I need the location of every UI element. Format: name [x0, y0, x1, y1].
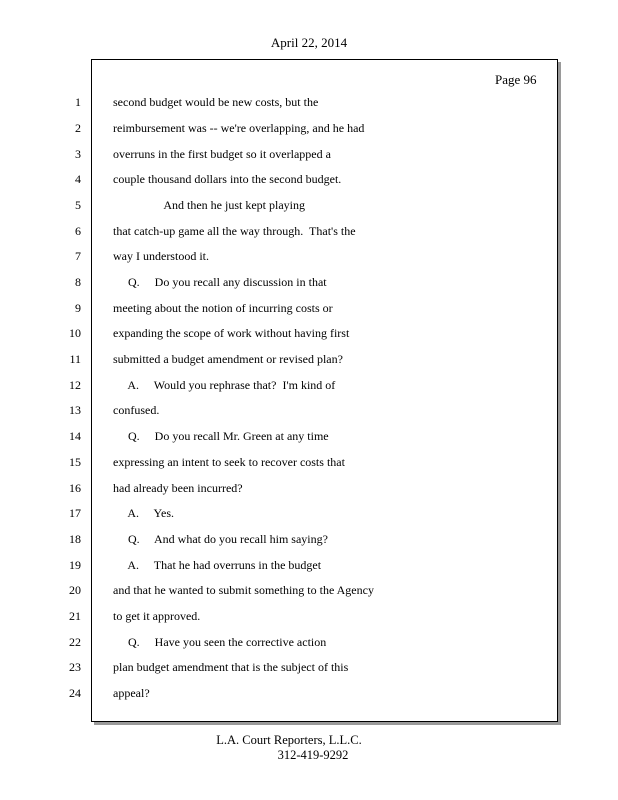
line-number: 4 — [75, 172, 81, 186]
line-number: 1 — [75, 95, 81, 109]
line-number: 9 — [75, 301, 81, 315]
line-number: 6 — [75, 224, 81, 238]
line-number: 20 — [69, 583, 81, 597]
header-date: April 22, 2014 — [270, 35, 348, 50]
line-number: 8 — [75, 275, 81, 289]
line-number: 3 — [75, 147, 81, 161]
line-text: plan budget amendment that is the subject of this — [113, 660, 349, 674]
line-text: A. Yes. — [113, 506, 175, 520]
line-number: 18 — [69, 532, 81, 546]
line-text: and that he wanted to submit something to the Agency — [113, 583, 374, 597]
line-number: 14 — [69, 429, 81, 443]
footer-company: L.A. Court Reporters, L.L.C. — [216, 733, 362, 747]
line-text: submitted a budget amendment or revised plan? — [113, 352, 343, 366]
footer-phone: 312-419-9292 — [277, 748, 349, 762]
line-text: to get it approved. — [113, 609, 201, 623]
line-text: that catch-up game all the way through. That's the — [113, 224, 356, 238]
line-text: And then he just kept playing — [113, 198, 305, 212]
line-number: 7 — [75, 249, 81, 263]
line-text: reimbursement was -- we're overlapping, and he had — [113, 121, 365, 135]
line-number: 16 — [69, 481, 81, 495]
line-number: 17 — [69, 506, 81, 520]
line-number: 23 — [69, 660, 81, 674]
line-text: second budget would be new costs, but the — [113, 95, 319, 109]
line-number: 15 — [69, 455, 81, 469]
line-number: 5 — [75, 198, 81, 212]
line-number: 19 — [69, 558, 81, 572]
line-text: A. That he had overruns in the budget — [113, 558, 322, 572]
line-number: 2 — [75, 121, 81, 135]
line-text: Q. Do you recall Mr. Green at any time — [113, 429, 329, 443]
line-text: way I understood it. — [113, 249, 209, 263]
line-number: 21 — [69, 609, 81, 623]
line-text: A. Would you rephrase that? I'm kind of — [113, 378, 336, 392]
page-number: Page 96 — [495, 72, 537, 87]
line-number: 12 — [69, 378, 81, 392]
line-text: couple thousand dollars into the second budget. — [113, 172, 342, 186]
line-text: confused. — [113, 403, 160, 417]
line-text: had already been incurred? — [113, 481, 243, 495]
line-text: overruns in the first budget so it overlapped a — [113, 147, 331, 161]
line-number: 13 — [69, 403, 81, 417]
line-text: expressing an intent to seek to recover costs that — [113, 455, 345, 469]
line-text: meeting about the notion of incurring costs or — [113, 301, 333, 315]
line-text: appeal? — [113, 686, 150, 700]
line-number: 11 — [69, 352, 81, 366]
line-number: 24 — [69, 686, 81, 700]
line-text: expanding the scope of work without having first — [113, 326, 350, 340]
line-text: Q. Have you seen the corrective action — [113, 635, 327, 649]
line-text: Q. And what do you recall him saying? — [113, 532, 328, 546]
line-number: 10 — [69, 326, 81, 340]
line-text: Q. Do you recall any discussion in that — [113, 275, 327, 289]
line-number: 22 — [69, 635, 81, 649]
